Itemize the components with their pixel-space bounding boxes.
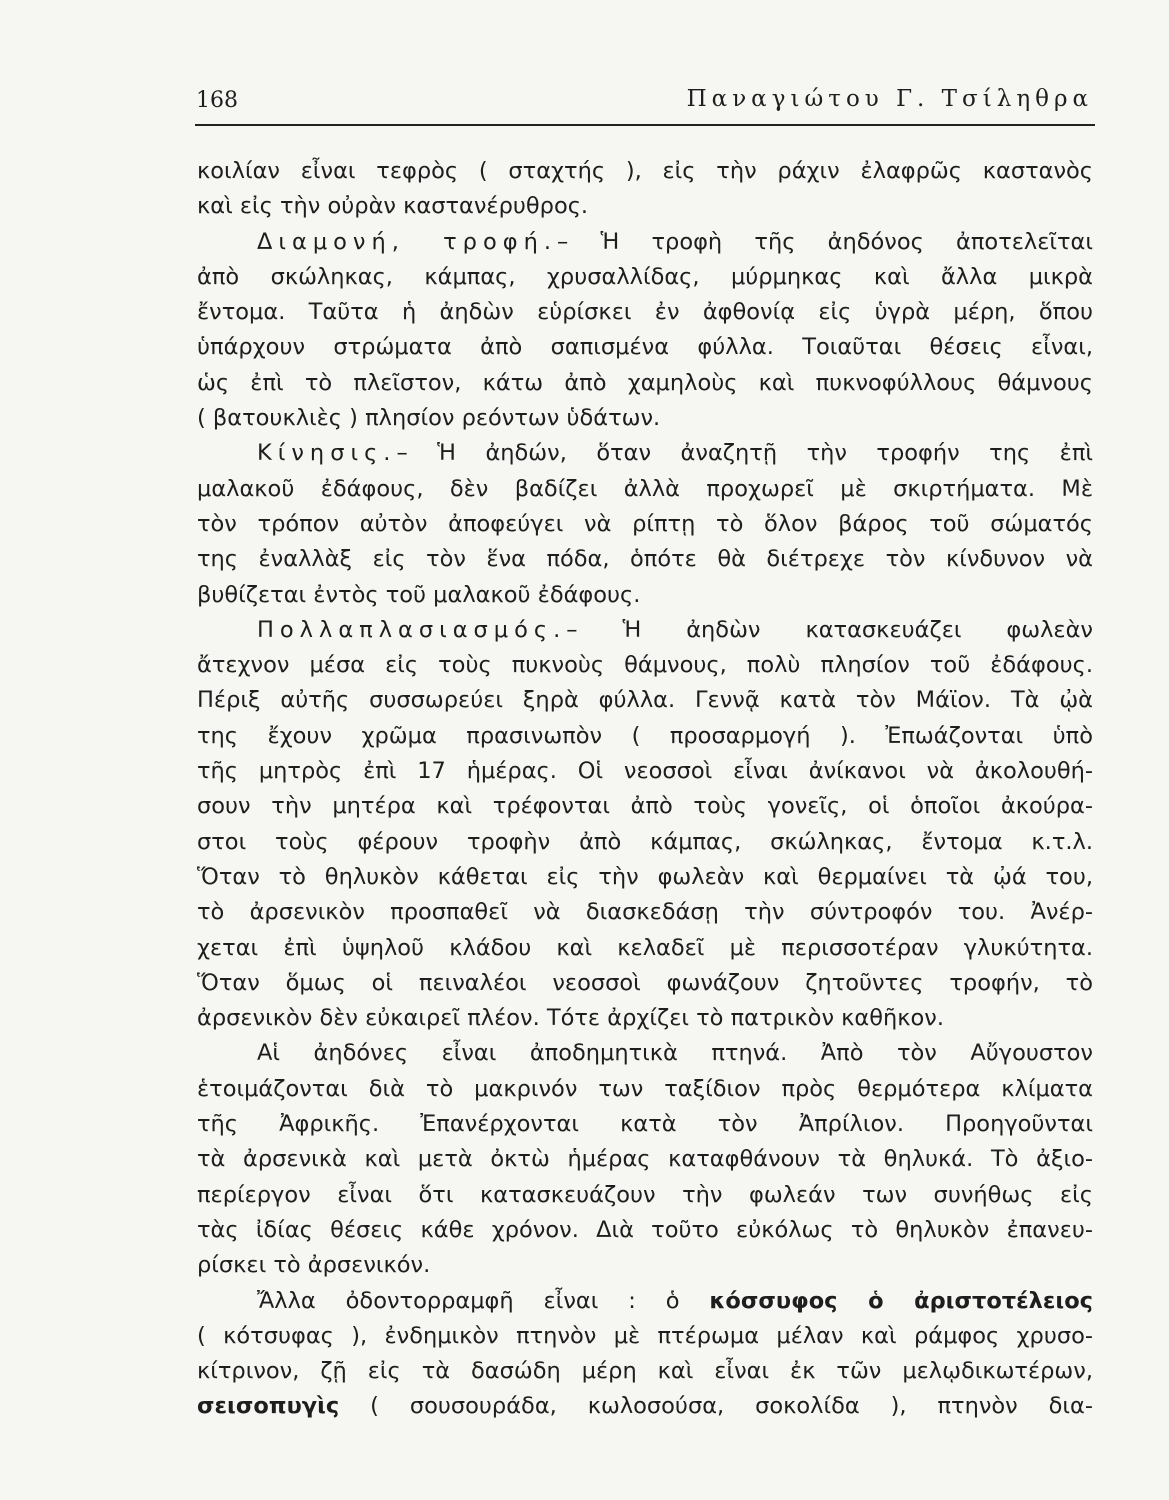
text-line (197, 542, 1093, 577)
text-line (197, 1036, 1093, 1071)
text-line (197, 1072, 1093, 1107)
text-span: ἑτοιμάζονται διὰ τὸ μακρινόν των ταξίδιον πρὸς θερμότερα κλίματα (197, 1075, 1093, 1102)
text-line (197, 1248, 1093, 1283)
text-span: της ἐναλλὰξ εἰς τὸν ἕνα πόδα, ὁπότε θὰ διέτρεχε τὸν κίνδυνον νὰ (197, 546, 1093, 573)
text-span: στοι τοὺς φέρουν τροφὴν ἀπὸ κάμπας, σκώληκας, ἔντομα κ.τ.λ. (197, 828, 1093, 855)
text-span: Πέριξ αὐτῆς συσσωρεύει ξηρὰ φύλλα. Γεννᾷ κατὰ τὸν Μάϊον. Τὰ ᾠὰ (197, 687, 1093, 714)
bold-term: κόσσυφος ὁ ἀριστοτέλειος (709, 1287, 1093, 1314)
text-line (197, 754, 1093, 789)
text-line (197, 1142, 1093, 1177)
text-span: τῆς Ἀφρικῆς. Ἐπανέρχονται κατὰ τὸν Ἀπρίλιον. Προηγοῦνται (197, 1111, 1093, 1138)
text-line (197, 613, 1093, 648)
text-span: ( βατουκλιὲς ) πλησίον ρεόντων ὑδάτων. (197, 405, 661, 432)
text-span: περίεργον εἶναι ὅτι κατασκευάζουν τὴν φωλεάν των συνήθως εἰς (197, 1181, 1093, 1208)
page-number: 168 (196, 88, 238, 113)
text-line (197, 683, 1093, 718)
bold-term: σεισοπυγὶς (197, 1393, 340, 1420)
section-heading: Πολλαπλασιασμός. (257, 616, 567, 643)
text-line (197, 436, 1093, 471)
text-span: σουν τὴν μητέρα καὶ τρέφονται ἀπὸ τοὺς γονεῖς, οἱ ὁποῖοι ἀκούρα- (197, 793, 1093, 820)
text-span: μαλακοῦ ἐδάφους, δὲν βαδίζει ἀλλὰ προχωρεῖ μὲ σκιρτήματα. Μὲ (197, 475, 1093, 502)
text-span: τὰ ἀρσενικὰ καὶ μετὰ ὀκτὼ ἡμέρας καταφθάνουν τὰ θηλυκά. Τὸ ἀξιο- (197, 1146, 1093, 1173)
text-line (197, 895, 1093, 930)
text-line (197, 401, 1093, 436)
text-span: ἄτεχνον μέσα εἰς τοὺς πυκνοὺς θάμνους, πολὺ πλησίον τοῦ ἐδάφους. (197, 652, 1093, 679)
text-span: καὶ εἰς τὴν οὐρὰν καστανέρυθρος. (197, 193, 589, 220)
text-line (197, 225, 1093, 260)
text-line (197, 366, 1093, 401)
text-span: χεται ἐπὶ ὑψηλοῦ κλάδου καὶ κελαδεῖ μὲ περισσοτέραν γλυκύτητα. (197, 934, 1093, 961)
text-line (197, 295, 1093, 330)
text-span: ἀρσενικὸν δὲν εὐκαιρεῖ πλέον. Τότε ἀρχίζει τὸ πατρικὸν καθῆκον. (197, 1005, 945, 1032)
text-line (197, 719, 1093, 754)
text-line (197, 966, 1093, 1001)
text-line (197, 789, 1093, 824)
text-span: – Ἡ ἀηδὼν κατασκευάζει φωλεὰν (566, 616, 1093, 643)
header-rule (195, 124, 1095, 126)
text-line (197, 189, 1093, 224)
section-heading: Κίνησις. (257, 440, 397, 467)
text-line (197, 472, 1093, 507)
text-line (197, 1284, 1093, 1319)
text-line (197, 578, 1093, 613)
text-line (197, 1354, 1093, 1389)
text-span: κίτρινον, ζῇ εἰς τὰ δασώδη μέρη καὶ εἶναι ἐκ τῶν μελῳδικωτέρων, (197, 1358, 1093, 1385)
text-span: – Ἡ τροφὴ τῆς ἀηδόνος ἀποτελεῖται (556, 228, 1093, 255)
text-line (197, 1319, 1093, 1354)
text-span: ὑπάρχουν στρώματα ἀπὸ σαπισμένα φύλλα. Τοιαῦται θέσεις εἶναι, (197, 334, 1093, 361)
text-line (197, 260, 1093, 295)
text-span: ὡς ἐπὶ τὸ πλεῖστον, κάτω ἀπὸ χαμηλοὺς καὶ πυκνοφύλλους θάμνους (197, 369, 1093, 396)
running-head: Παναγιώτου Γ. Τσίληθρα (686, 86, 1093, 112)
text-span: ( σουσουράδα, κωλοσούσα, σοκολίδα ), πτηνὸν δια- (339, 1393, 1093, 1420)
text-line (197, 931, 1093, 966)
text-span: της ἔχουν χρῶμα πρασινωπὸν ( προσαρμογή ). Ἐπωάζονται ὑπὸ (197, 722, 1093, 749)
text-line (197, 825, 1093, 860)
text-line (197, 1178, 1093, 1213)
text-span: ἀπὸ σκώληκας, κάμπας, χρυσαλλίδας, μύρμηκας καὶ ἄλλα μικρὰ (197, 263, 1093, 290)
text-line (197, 860, 1093, 895)
text-span: βυθίζεται ἐντὸς τοῦ μαλακοῦ ἐδάφους. (197, 581, 641, 608)
section-heading: Διαμονή, τροφή. (257, 228, 557, 255)
text-span: τὸ ἀρσενικὸν προσπαθεῖ νὰ διασκεδάσῃ τὴν σύντροφόν του. Ἀνέρ- (197, 899, 1093, 926)
text-span: τὸν τρόπον αὐτὸν ἀποφεύγει νὰ ρίπτῃ τὸ ὅλον βάρος τοῦ σώματός (197, 510, 1093, 537)
text-span: Ὅταν ὅμως οἱ πειναλέοι νεοσσοὶ φωνάζουν ζητοῦντες τροφήν, τὸ (197, 969, 1093, 996)
text-line (197, 1001, 1093, 1036)
text-line (197, 1107, 1093, 1142)
text-line (197, 1213, 1093, 1248)
text-line (197, 154, 1093, 189)
text-span: Αἱ ἀηδόνες εἶναι ἀποδημητικὰ πτηνά. Ἀπὸ τὸν Αὔγουστον (257, 1040, 1093, 1067)
text-span: τὰς ἰδίας θέσεις κάθε χρόνον. Διὰ τοῦτο εὐκόλως τὸ θηλυκὸν ἐπανευ- (197, 1216, 1093, 1243)
text-span: ρίσκει τὸ ἀρσενικόν. (197, 1252, 431, 1279)
text-span: ( κότσυφας ), ἐνδημικὸν πτηνὸν μὲ πτέρωμα μέλαν καὶ ράμφος χρυσο- (197, 1322, 1093, 1349)
text-span: – Ἡ ἀηδών, ὅταν ἀναζητῇ τὴν τροφήν της ἐπὶ (396, 440, 1093, 467)
text-span: τῆς μητρὸς ἐπὶ 17 ἡμέρας. Οἱ νεοσσοὶ εἶναι ἀνίκανοι νὰ ἀκολουθή- (197, 758, 1093, 785)
text-span: κοιλίαν εἶναι τεφρὸς ( σταχτής ), εἰς τὴν ράχιν ἐλαφρῶς καστανὸς (197, 158, 1093, 184)
text-line (197, 507, 1093, 542)
text-line (197, 1389, 1093, 1424)
text-line (197, 648, 1093, 683)
text-span: ἔντομα. Ταῦτα ἡ ἀηδὼν εὑρίσκει ἐν ἀφθονίᾳ εἰς ὑγρὰ μέρη, ὅπου (197, 299, 1093, 326)
text-span: Ἄλλα ὀδοντορραμφῆ εἶναι : ὁ (257, 1287, 710, 1314)
text-span: Ὅταν τὸ θηλυκὸν κάθεται εἰς τὴν φωλεὰν καὶ θερμαίνει τὰ ᾠά του, (197, 863, 1093, 890)
text-line (197, 330, 1093, 365)
body-text (197, 154, 1093, 1425)
